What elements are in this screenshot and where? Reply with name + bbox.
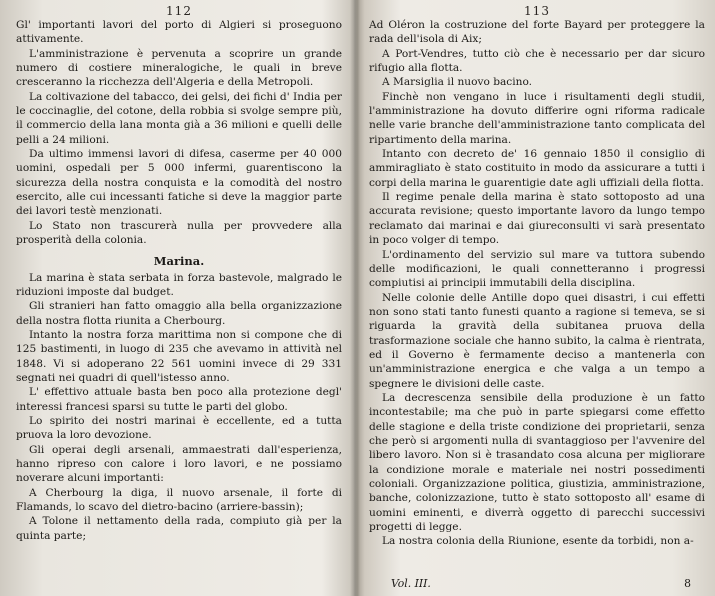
- page-footer: [391, 577, 691, 590]
- right-page: [357, 0, 715, 596]
- section-heading: Marina.: [153, 253, 205, 268]
- paragraph: Intanto con decreto de' 16 gennaio 1850 il consiglio di ammiragliato è stato costituito in modo da assicurare a tutti i corpi della marina le guarentigie date agli uffiziali della flotta.: [369, 148, 705, 189]
- paragraph: Gli operai degli arsenali, ammaestrati dall'esperienza, hanno ripreso con calore i loro lavori, e ne possiamo noverare alcuni importanti:: [16, 443, 342, 485]
- paragraph: L'ordinamento del servizio sul mare va tuttora subendo delle modificazioni, le quali connetteranno i progressi compiutisi ai principii immutabili della disciplina.: [369, 248, 705, 290]
- paragraph: La marina è stata serbata in forza bastevole, malgrado le riduzioni imposte dal budget.: [16, 271, 342, 298]
- signature-mark: 8: [684, 577, 691, 590]
- page-number-right: 113: [524, 4, 550, 18]
- paragraph: Lo spirito dei nostri marinai è eccellente, ed a tutta pruova la loro devozione.: [16, 414, 342, 442]
- left-page: [0, 0, 354, 596]
- paragraph: Intanto la nostra forza marittima non si compone che di 125 bastimenti, in luogo di 235 che avevamo in attività nel 1848. Vi si adoperano 22 561 uomini invece di 29 331 segnati nei quadri di quell'istesso anno.: [16, 328, 342, 384]
- paragraph: A Port-Vendres, tutto ciò che è necessario per dar sicuro rifugio alla flotta.: [369, 47, 705, 75]
- paragraph: Finchè non vengano in luce i risultamenti degli studii, l'amministrazione ha dovuto differire ogni riforma radicale nelle varie branche dell'amministrazione tanto complicata del ripartimento della marina.: [369, 90, 705, 146]
- volume-label: Vol. III.: [391, 577, 431, 590]
- paragraph: Da ultimo immensi lavori di difesa, caserme per 40 000 uomini, ospedali per 5 000 infermi, guarentiscono la sicurezza della nostra conquista e la comodità del nostro esercito, alle cui incessanti fatiche si deve la maggior parte dei lavori testè menzionati.: [16, 148, 342, 218]
- paragraph: Nelle colonie delle Antille dopo quei disastri, i cui effetti non sono stati tanto funesti quanto a ragione si temeva, se si riguarda la gravità della subitanea pruova della trasformazione sociale che hanno subito, la calma è rientrata, ed il Governo è fermamente deciso a mantenerla con un'amministrazione energica e che valga a un tempo a spegnere le divisioni delle caste.: [369, 291, 705, 390]
- paragraph: La decrescenza sensibile della produzione è un fatto incontestabile; ma che può in parte spiegarsi come effetto delle stagione e della triste condizione dei proprietarii, senza che però si argomenti nulla di svantaggioso per l'avvenire del libero lavoro. Non si è trasandato cosa alcuna per migliorare la condizione morale e materiale nei nostri possedimenti coloniali. Organizzazione politica, giustizia, amministrazione, banche, colonizzazione, tutto è stato sottoposto all' esame di uomini eminenti, e diverrà oggetto di parecchi successivi progetti di legge.: [369, 391, 705, 534]
- paragraph: La nostra colonia della Riunione, esente da torbidi, non a-: [382, 535, 694, 548]
- page-number-left: 112: [166, 4, 192, 18]
- paragraph: Il regime penale della marina è stato sottoposto ad una accurata revisione; questo importante lavoro da lungo tempo reclamato dai marinai e dai giureconsulti vi sarà presentato in poco volger di tempo.: [369, 191, 705, 247]
- paragraph: A Marsiglia il nuovo bacino.: [382, 76, 533, 89]
- paragraph: La coltivazione del tabacco, dei gelsi, dei fichi d' India per le coccinaglie, del cotone, della robbia si svolge sempre più, il commercio della lana monta già a 36 milioni e quelli delle pelli a 24 milioni.: [16, 90, 342, 146]
- paragraph: Ad Oléron la costruzione del forte Bayard per proteggere la rada dell'isola di Aix;: [369, 19, 705, 46]
- paragraph: L' effettivo attuale basta ben poco alla protezione degl' interessi francesi sparsi su tutte le parti del globo.: [16, 386, 342, 413]
- paragraph: Gli stranieri han fatto omaggio alla bella organizzazione della nostra flotta riunita a Cherbourg.: [16, 300, 342, 327]
- paragraph: Lo Stato non trascurerà nulla per provvedere alla prosperità della colonia.: [16, 219, 342, 247]
- paragraph: L'amministrazione è pervenuta a scoprire un grande numero di costiere mineralogiche, le quali in breve cresceranno la ricchezza dell'Algeria e della Metropoli.: [16, 47, 342, 89]
- paragraph: A Cherbourg la diga, il nuovo arsenale, il forte di Flamands, lo scavo del dietro-bacino (arriere-bassin);: [16, 486, 342, 513]
- paragraph: Gl' importanti lavori del porto di Algieri si proseguono attivamente.: [16, 19, 342, 46]
- paragraph: A Tolone il nettamento della rada, compiuto già per la quinta parte;: [16, 515, 342, 542]
